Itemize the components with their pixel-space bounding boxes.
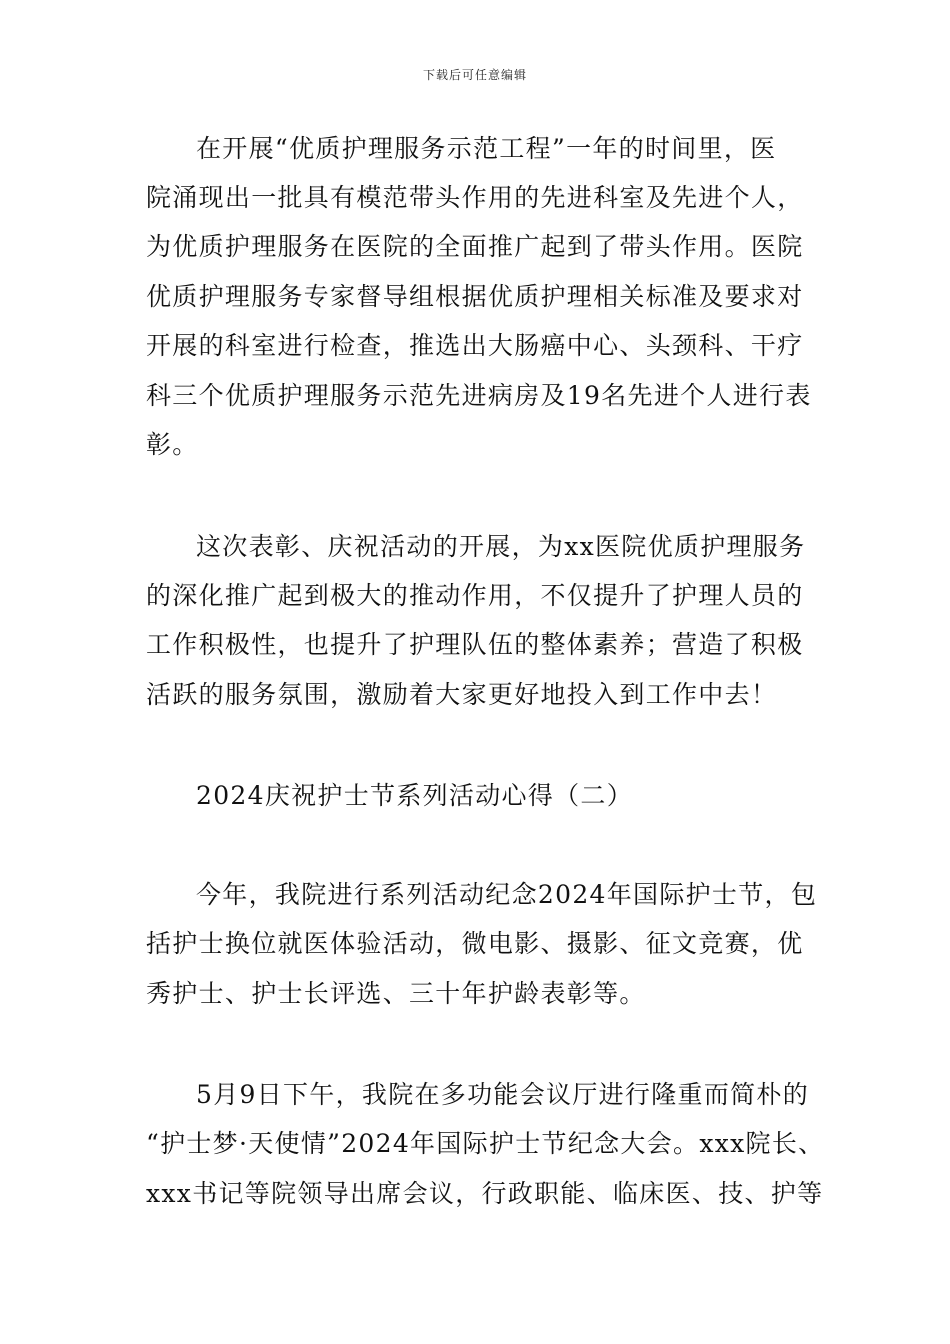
paragraph-2-line-4: 活跃的服务氛围，激励着大家更好地投入到工作中去！ [146,680,778,709]
paragraph-4-line-1: 5月9日下午，我院在多功能会议厅进行隆重而简朴的 [196,1080,810,1109]
paragraph-3-line-2: 括护士换位就医体验活动，微电影、摄影、征文竞赛，优 [146,929,804,958]
paragraph-1-line-4: 优质护理服务专家督导组根据优质护理相关标准及要求对 [146,282,804,311]
paragraph-3-line-1: 今年，我院进行系列活动纪念2024年国际护士节，包 [196,880,818,909]
paragraph-2-line-2: 的深化推广起到极大的推动作用，不仅提升了护理人员的 [146,581,804,610]
paragraph-4-line-2: “护士梦·天使情”2024年国际护士节纪念大会。xxx院长、 [146,1129,825,1158]
page-header-note: 下载后可任意编辑 [422,68,527,82]
paragraph-4-line-3: xxx书记等院领导出席会议，行政职能、临床医、技、护等 [146,1179,824,1208]
paragraph-1-line-2: 院涌现出一批具有模范带头作用的先进科室及先进个人， [146,183,804,212]
paragraph-2-line-3: 工作积极性，也提升了护理队伍的整体素养；营造了积极 [146,630,804,659]
paragraph-1-line-3: 为优质护理服务在医院的全面推广起到了带头作用。医院 [146,232,804,261]
section-title: 2024庆祝护士节系列活动心得（二） [196,781,634,810]
paragraph-1-line-7: 彰。 [146,430,199,459]
paragraph-1-line-5: 开展的科室进行检查，推选出大肠癌中心、头颈科、干疗 [146,331,804,360]
paragraph-3-line-3: 秀护士、护士长评选、三十年护龄表彰等。 [146,979,646,1008]
paragraph-2-line-1: 这次表彰、庆祝活动的开展，为xx医院优质护理服务 [196,532,806,561]
paragraph-1-line-1: 在开展“优质护理服务示范工程”一年的时间里，医 [196,134,777,163]
paragraph-1-line-6: 科三个优质护理服务示范先进病房及19名先进个人进行表 [146,381,812,410]
